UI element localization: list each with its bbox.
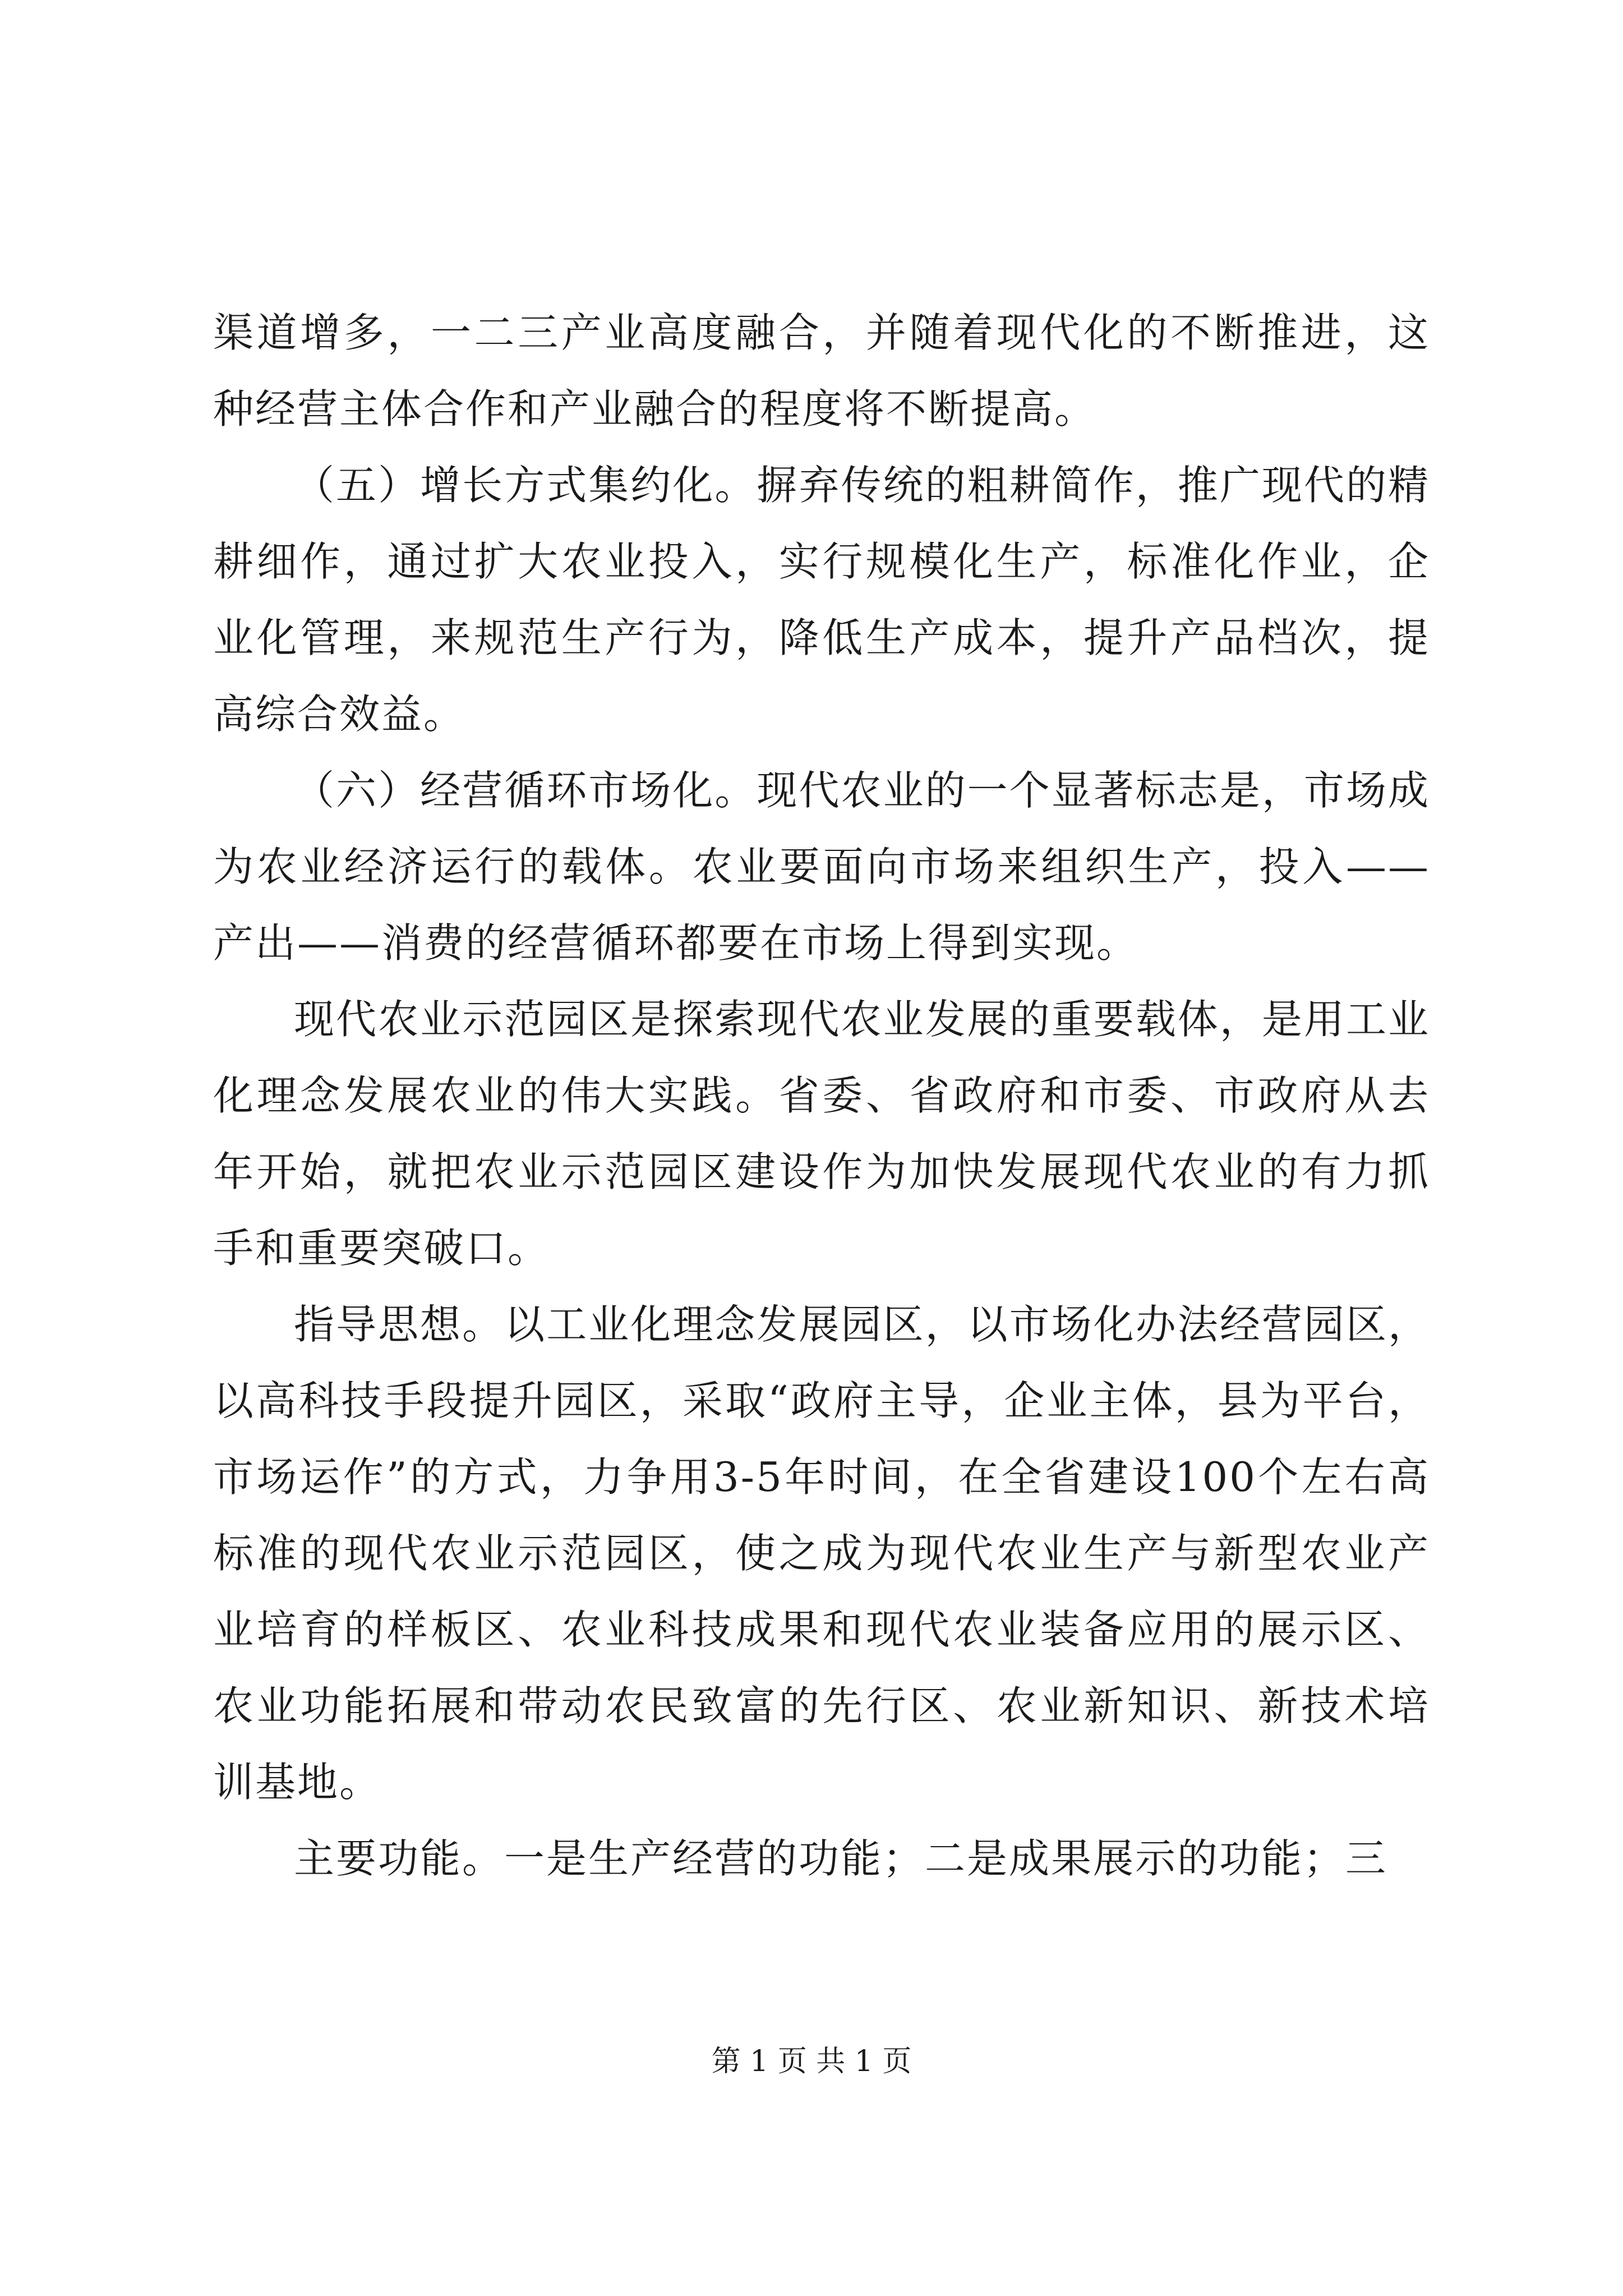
page-number-label: 第 1 页 共 1 页 bbox=[711, 2045, 912, 2078]
paragraph-1: 渠道增多，一二三产业高度融合，并随着现代化的不断推进，这种经营主体合作和产业融合的程度将不断提高。 bbox=[213, 309, 1430, 432]
paragraph-6: 主要功能。一是生产经营的功能；二是成果展示的功能；三 bbox=[294, 1835, 1388, 1882]
document-body bbox=[213, 295, 1430, 1897]
paragraph-5: 指导思想。以工业化理念发展园区，以市场化办法经营园区，以高科技手段提升园区，采取“政府主导，企业主体，县为平台，市场运作”的方式，力争用3-5年时间，在全省建设100个左右高标准的现代农业示范园区，使之成为现代农业生产与新型农业产业培育的样板区、农业科技成果和现代农业装备应用的展示区、农业功能拓展和带动农民致富的先行区、农业新知识、新技术培训基地。 bbox=[213, 1301, 1430, 1806]
page-footer bbox=[0, 2042, 1623, 2081]
paragraph-2: （五）增长方式集约化。摒弃传统的粗耕简作，推广现代的精耕细作，通过扩大农业投入，实行规模化生产，标准化作业，企业化管理，来规范生产行为，降低生产成本，提升产品档次，提高综合效益。 bbox=[213, 462, 1430, 738]
paragraph-3: （六）经营循环市场化。现代农业的一个显著标志是，市场成为农业经济运行的载体。农业要面向市场来组织生产，投入——产出——消费的经营循环都要在市场上得到实现。 bbox=[213, 767, 1430, 967]
paragraph-4: 现代农业示范园区是探索现代农业发展的重要载体，是用工业化理念发展农业的伟大实践。省委、省政府和市委、市政府从去年开始，就把农业示范园区建设作为加快发展现代农业的有力抓手和重要突破口。 bbox=[213, 996, 1430, 1272]
